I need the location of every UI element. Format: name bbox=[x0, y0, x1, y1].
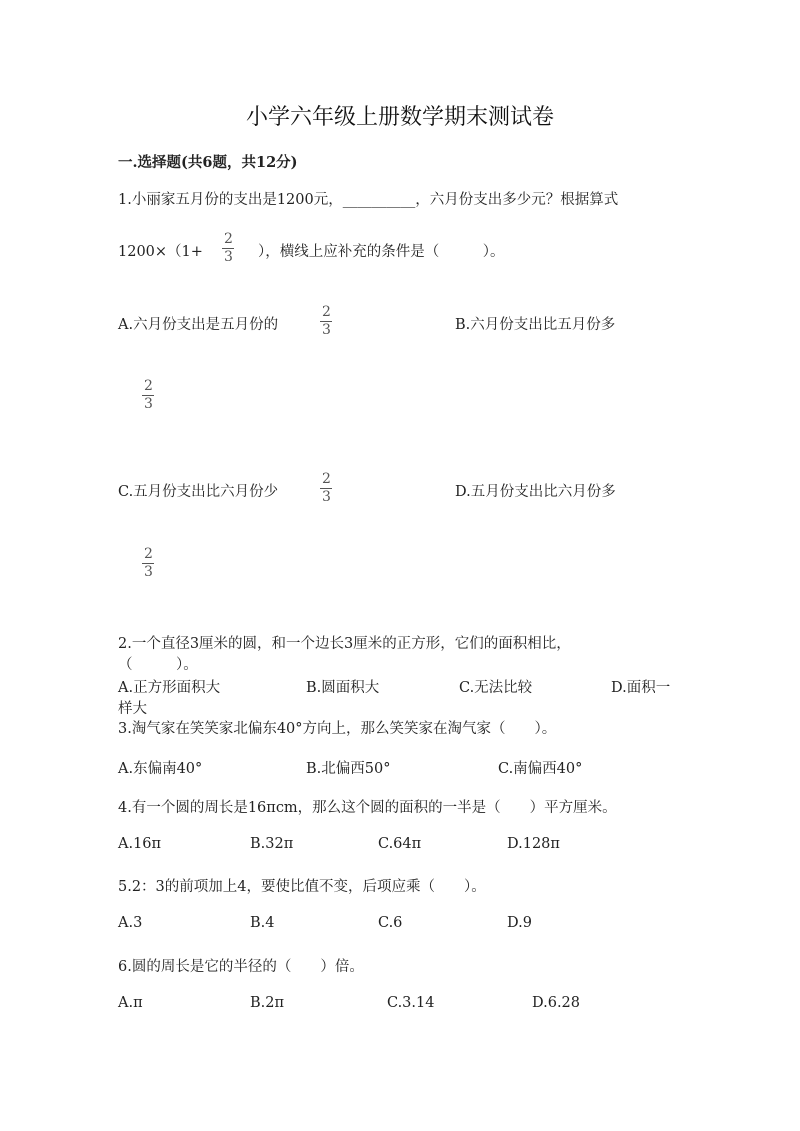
q3-option-a[interactable]: A.东偏南40° bbox=[118, 761, 203, 777]
q1-stem-line1: 1.小丽家五月份的支出是1200元，__________，六月份支出多少元？根据算式 bbox=[118, 192, 619, 208]
q4-stem: 4.有一个圆的周长是16πcm，那么这个圆的面积的一半是（ ）平方厘米。 bbox=[118, 800, 617, 816]
q1-stem-fraction: 2 3 bbox=[224, 231, 233, 265]
q1-stem-line2-post: ），横线上应补充的条件是（ ）。 bbox=[258, 244, 505, 260]
q2-option-b[interactable]: B.圆面积大 bbox=[306, 680, 380, 696]
page-title: 小学六年级上册数学期末测试卷 bbox=[245, 105, 554, 130]
q2-option-a[interactable]: A.正方形面积大 bbox=[118, 680, 221, 696]
q6-option-b[interactable]: B.2π bbox=[250, 995, 285, 1011]
q5-option-c[interactable]: C.6 bbox=[378, 915, 403, 931]
q1-option-a[interactable]: A.六月份支出是五月份的 bbox=[118, 317, 279, 333]
q1-stem-line2-pre: 1200×（1+ bbox=[118, 244, 203, 260]
q1-option-c[interactable]: C.五月份支出比六月份少 bbox=[118, 484, 279, 500]
q2-stem-line1: 2.一个直径3厘米的圆，和一个边长3厘米的正方形，它们的面积相比， bbox=[118, 636, 571, 652]
q1-option-b[interactable]: B.六月份支出比五月份多 bbox=[455, 317, 616, 333]
q3-option-c[interactable]: C.南偏西40° bbox=[498, 761, 583, 777]
q2-stem-line2: （ ）。 bbox=[118, 657, 198, 673]
q6-option-d[interactable]: D.6.28 bbox=[532, 995, 581, 1011]
q2-option-c[interactable]: C.无法比较 bbox=[459, 680, 533, 696]
q3-stem: 3.淘气家在笑笑家北偏东40°方向上，那么笑笑家在淘气家（ ）。 bbox=[118, 721, 557, 737]
q1-option-c-fraction: 2 3 bbox=[322, 471, 331, 505]
q1-option-b-fraction: 2 3 bbox=[144, 378, 153, 412]
q4-option-b[interactable]: B.32π bbox=[250, 836, 294, 852]
q5-option-a[interactable]: A.3 bbox=[118, 915, 143, 931]
q5-option-b[interactable]: B.4 bbox=[250, 915, 275, 931]
q6-stem: 6.圆的周长是它的半径的（ ）倍。 bbox=[118, 959, 364, 975]
q1-option-d[interactable]: D.五月份支出比六月份多 bbox=[455, 484, 616, 500]
q6-option-a[interactable]: A.π bbox=[118, 995, 143, 1011]
section-heading: 一.选择题(共6题，共12分) bbox=[118, 154, 298, 171]
q5-stem: 5.2：3的前项加上4，要使比值不变，后项应乘（ ）。 bbox=[118, 879, 486, 895]
q1-option-a-fraction: 2 3 bbox=[322, 304, 331, 338]
q6-option-c[interactable]: C.3.14 bbox=[387, 995, 435, 1011]
q4-option-c[interactable]: C.64π bbox=[378, 836, 422, 852]
q2-option-d[interactable]: D.面积一 bbox=[611, 680, 671, 696]
q2-option-d-wrap: 样大 bbox=[118, 701, 147, 717]
q3-option-b[interactable]: B.北偏西50° bbox=[306, 761, 391, 777]
q1-option-d-fraction: 2 3 bbox=[144, 546, 153, 580]
q5-option-d[interactable]: D.9 bbox=[507, 915, 532, 931]
q4-option-a[interactable]: A.16π bbox=[118, 836, 162, 852]
q4-option-d[interactable]: D.128π bbox=[507, 836, 560, 852]
